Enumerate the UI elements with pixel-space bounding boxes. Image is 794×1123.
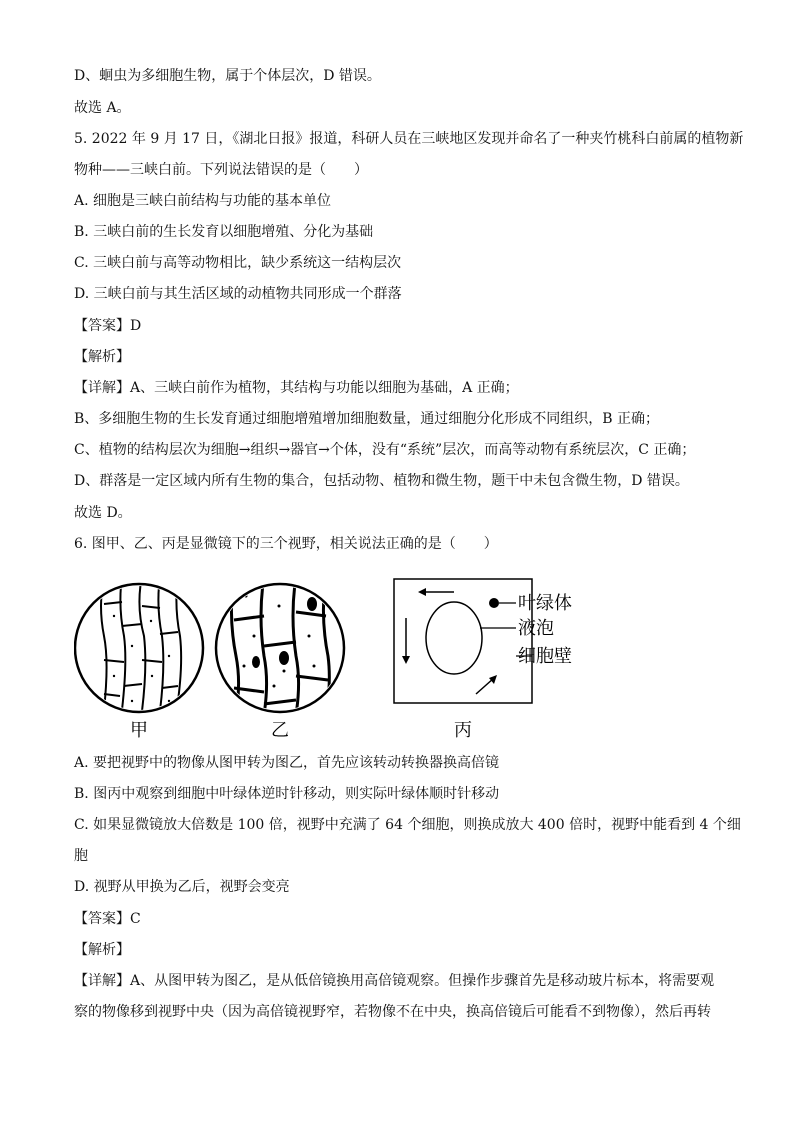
label-yi: 乙 bbox=[271, 720, 289, 741]
question-5-stem-cont: 物种——三峡白前。下列说法错误的是（ ） bbox=[74, 162, 368, 178]
microscope-views-figure bbox=[74, 576, 634, 744]
analysis-label: 【解析】 bbox=[74, 349, 130, 365]
analysis-label: 【解析】 bbox=[74, 942, 130, 958]
option-c-cont: 胞 bbox=[74, 848, 88, 864]
label-bing: 丙 bbox=[454, 720, 472, 741]
option-d: D. 三峡白前与其生活区域的动植物共同形成一个群落 bbox=[74, 286, 402, 302]
option-b: B. 图丙中观察到细胞中叶绿体逆时针移动，则实际叶绿体顺时针移动 bbox=[74, 786, 500, 802]
detail-line: D、群落是一定区域内所有生物的集合，包括动物、植物和微生物，题干中未包含微生物，D 错误。 bbox=[74, 473, 689, 489]
detail-line: 【详解】A、从图甲转为图乙，是从低倍镜换用高倍镜观察。但操作步骤首先是移动玻片标本，将需要观 bbox=[74, 973, 715, 989]
view-jia bbox=[75, 576, 203, 726]
label-jia: 甲 bbox=[130, 720, 148, 741]
text-line: 故选 D。 bbox=[74, 505, 132, 521]
view-yi bbox=[216, 576, 344, 726]
legend-chloroplast: 叶绿体 bbox=[518, 593, 572, 614]
answer-label: 【答案】D bbox=[74, 318, 142, 334]
question-5-stem: 5. 2022 年 9 月 17 日，《湖北日报》报道，科研人员在三峡地区发现并命名了一种夹竹桃科白前属的植物新 bbox=[74, 131, 744, 147]
detail-line: 察的物像移到视野中央（因为高倍镜视野窄，若物像不在中央，换高倍镜后可能看不到物像），然后再转 bbox=[74, 1004, 711, 1020]
question-6-stem: 6. 图甲、乙、丙是显微镜下的三个视野，相关说法正确的是（ ） bbox=[74, 536, 498, 552]
option-a: A. 细胞是三峡白前结构与功能的基本单位 bbox=[74, 193, 332, 209]
detail-line: B、多细胞生物的生长发育通过细胞增殖增加细胞数量，通过细胞分化形成不同组织，B 正确； bbox=[74, 411, 660, 427]
text-line: D、蛔虫为多细胞生物，属于个体层次，D 错误。 bbox=[74, 68, 381, 84]
option-c: C. 三峡白前与高等动物相比，缺少系统这一结构层次 bbox=[74, 255, 402, 271]
answer-label: 【答案】C bbox=[74, 911, 141, 927]
option-c: C. 如果显微镜放大倍数是 100 倍，视野中充满了 64 个细胞，则换成放大 400 倍时，视野中能看到 4 个细 bbox=[74, 817, 741, 833]
text-line: 故选 A。 bbox=[74, 100, 131, 116]
option-b: B. 三峡白前的生长发育以细胞增殖、分化为基础 bbox=[74, 224, 374, 240]
legend-cell-wall: 细胞壁 bbox=[518, 646, 572, 667]
view-bing bbox=[394, 579, 532, 703]
detail-line: 【详解】A、三峡白前作为植物，其结构与功能以细胞为基础，A 正确； bbox=[74, 380, 519, 396]
legend-vacuole: 液泡 bbox=[518, 618, 554, 639]
detail-line: C、植物的结构层次为细胞→组织→器官→个体，没有“系统”层次，而高等动物有系统层次，C 正确； bbox=[74, 442, 696, 458]
option-a: A. 要把视野中的物像从图甲转为图乙，首先应该转动转换器换高倍镜 bbox=[74, 755, 500, 771]
option-d: D. 视野从甲换为乙后，视野会变亮 bbox=[74, 879, 290, 895]
